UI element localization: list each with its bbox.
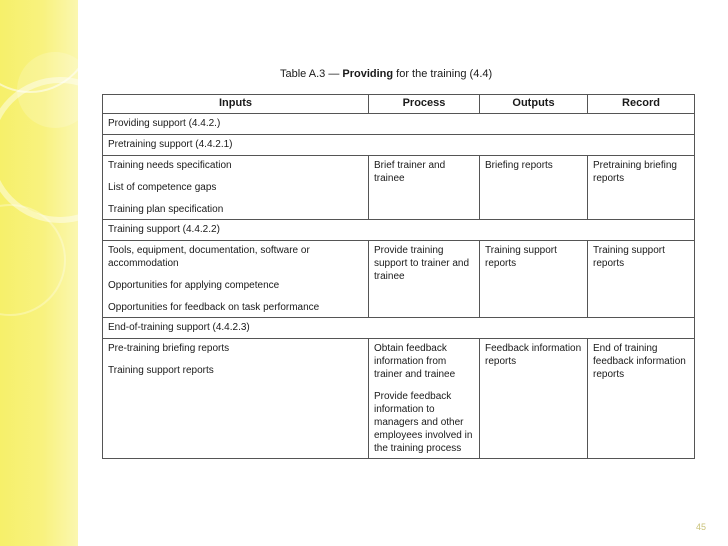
process-cell: Provide training support to trainer and trainee bbox=[369, 241, 480, 318]
section-providing-support: Providing support (4.4.2.) bbox=[103, 114, 695, 135]
record-cell: Pretraining briefing reports bbox=[588, 156, 695, 220]
record-cell: End of training feedback information reports bbox=[588, 339, 695, 459]
record-cell: Training support reports bbox=[588, 241, 695, 318]
inputs-cell bbox=[103, 241, 369, 318]
header-outputs: Outputs bbox=[480, 95, 588, 114]
table-row bbox=[103, 156, 695, 220]
input-item: Training support reports bbox=[108, 365, 214, 376]
process-cell bbox=[369, 339, 480, 459]
process-item: Provide feedback information to managers and other employees involved in the training process bbox=[374, 391, 473, 454]
section-row bbox=[103, 318, 695, 339]
decorative-side-band bbox=[0, 0, 78, 546]
outputs-cell: Feedback information reports bbox=[480, 339, 588, 459]
table-row bbox=[103, 339, 695, 459]
decorative-circles bbox=[0, 0, 78, 546]
header-record: Record bbox=[588, 95, 695, 114]
header-inputs: Inputs bbox=[103, 95, 369, 114]
page-number: 45 bbox=[695, 522, 706, 532]
input-item: Opportunities for feedback on task performance bbox=[108, 302, 320, 313]
outputs-cell: Training support reports bbox=[480, 241, 588, 318]
input-item: Opportunities for applying competence bbox=[108, 280, 280, 291]
section-row bbox=[103, 220, 695, 241]
section-end-of-training-support: End-of-training support (4.4.2.3) bbox=[103, 318, 695, 339]
header-process: Process bbox=[369, 95, 480, 114]
input-item: Training plan specification bbox=[108, 204, 224, 215]
training-table bbox=[102, 94, 695, 459]
section-pretraining-support: Pretraining support (4.4.2.1) bbox=[103, 135, 695, 156]
process-cell: Brief trainer and trainee bbox=[369, 156, 480, 220]
section-training-support: Training support (4.4.2.2) bbox=[103, 220, 695, 241]
section-row bbox=[103, 114, 695, 135]
table-row bbox=[103, 241, 695, 318]
input-item: Pre-training briefing reports bbox=[108, 343, 230, 354]
inputs-cell bbox=[103, 156, 369, 220]
input-item: Training needs specification bbox=[108, 160, 232, 171]
table-title: Table A.3 — Providing for the training (4.4) bbox=[280, 68, 493, 80]
section-row bbox=[103, 135, 695, 156]
header-row bbox=[103, 95, 695, 114]
process-item: Obtain feedback information from trainer and trainee bbox=[374, 343, 456, 380]
input-item: List of competence gaps bbox=[108, 182, 217, 193]
inputs-cell bbox=[103, 339, 369, 459]
outputs-cell: Briefing reports bbox=[480, 156, 588, 220]
input-item: Tools, equipment, documentation, software or accommodation bbox=[108, 245, 310, 269]
